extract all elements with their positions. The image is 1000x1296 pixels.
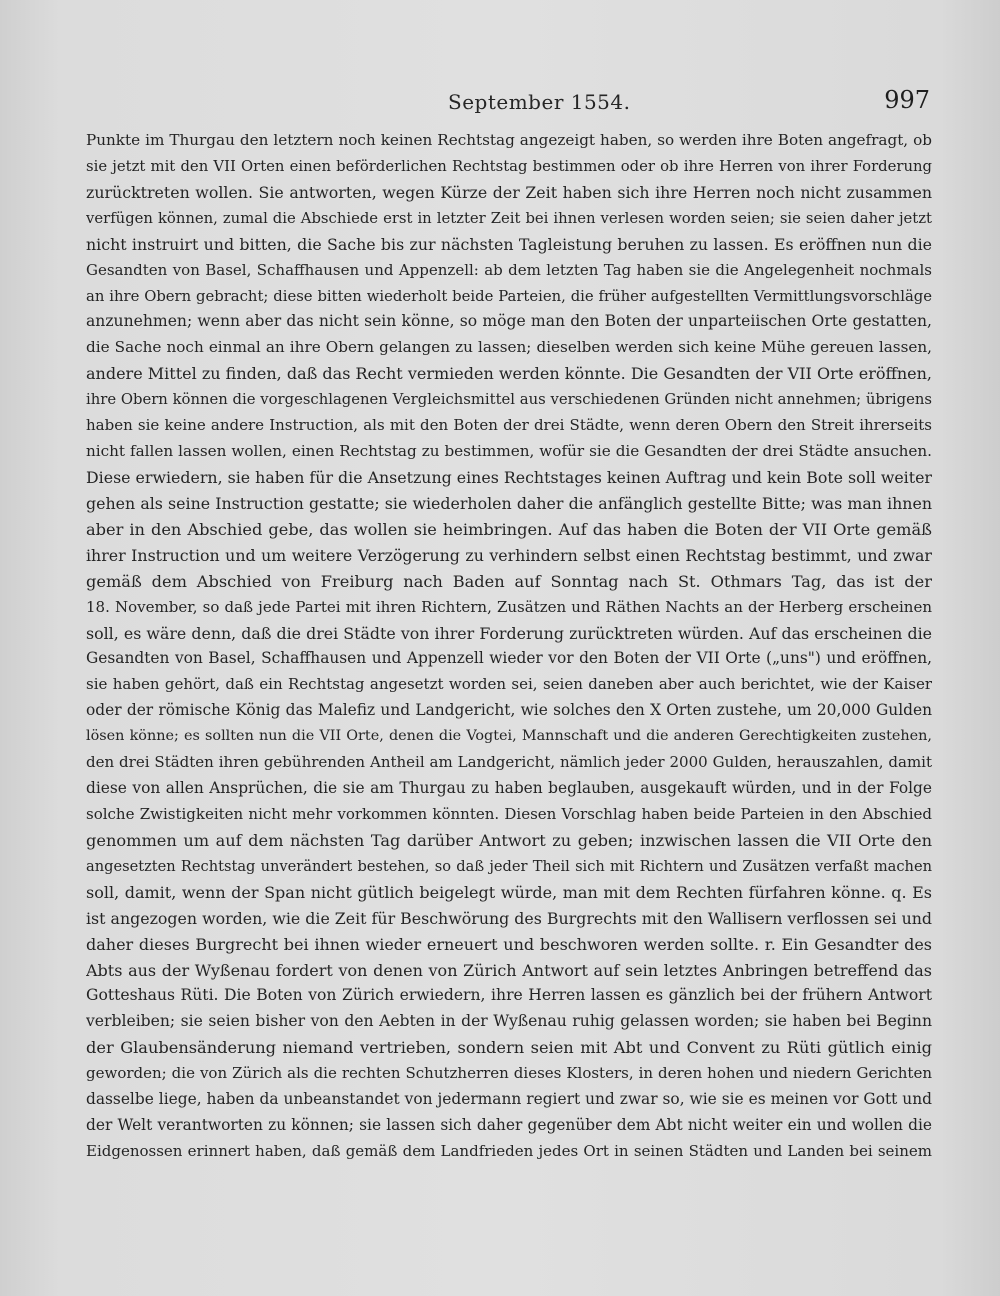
text-line: solche Zwistigkeiten nicht mehr vorkommen könnten. Diesen Vorschlag haben beide Parteien in den Abschied — [86, 804, 932, 823]
text-line: geworden; die von Zürich als die rechten Schutzherren dieses Klosters, in deren hohen und niedern Gerichten — [86, 1064, 932, 1083]
text-line: an ihre Obern gebracht; diese bitten wiederholt beide Parteien, die früher aufgestellten Vermittlungsvorschläge — [86, 287, 932, 305]
text-line: gemäß dem Abschied von Freiburg nach Baden auf Sonntag nach St. Othmars Tag, das ist der — [86, 571, 932, 591]
text-line: nicht instruirt und bitten, die Sache bis zur nächsten Tagleistung beruhen zu lassen. Es eröffnen nun die — [86, 234, 932, 254]
text-line: zurücktreten wollen. Sie antworten, wegen Kürze der Zeit haben sich ihre Herren noch nicht zusammen — [86, 182, 932, 202]
text-line: der Glaubensänderung niemand vertrieben, sondern seien mit Abt und Convent zu Rüti gütlich einig — [86, 1038, 932, 1058]
text-line: Gesandten von Basel, Schaffhausen und Appenzell wieder vor den Boten der VII Orte („uns") und eröffnen, — [86, 649, 932, 668]
text-line: Gesandten von Basel, Schaffhausen und Appenzell: ab dem letzten Tag haben sie die Angelegenheit nochmals — [86, 260, 932, 279]
text-line: den drei Städten ihren gebührenden Antheil am Landgericht, nämlich jeder 2000 Gulden, herauszahlen, damit — [86, 753, 932, 772]
text-line: die Sache noch einmal an ihre Obern gelangen zu lassen; dieselben werden sich keine Mühe gereuen lassen, — [86, 338, 932, 357]
text-line: Eidgenossen erinnert haben, daß gemäß dem Landfrieden jedes Ort in seinen Städten und Landen bei seinem — [86, 1141, 932, 1160]
text-line: diese von allen Ansprüchen, die sie am Thurgau zu haben beglauben, ausgekauft würden, und in der Folge — [86, 779, 932, 798]
text-line: ihre Obern können die vorgeschlagenen Vergleichsmittel aus verschiedenen Gründen nicht annehmen; übrigens — [86, 391, 932, 409]
text-line: daher dieses Burgrecht bei ihnen wieder erneuert und beschworen werden sollte. r. Ein Gesandter des — [86, 934, 932, 954]
text-line: aber in den Abschied gebe, das wollen sie heimbringen. Auf das haben die Boten der VII Orte gemäß — [86, 519, 932, 539]
text-line: ist angezogen worden, wie die Zeit für Beschwörung des Burgrechts mit den Wallisern verflossen sei und — [86, 908, 932, 928]
text-line: oder der römische König das Malefiz und Landgericht, wie solches den X Orten zustehe, um 20,000 Gulden — [86, 701, 932, 720]
text-line: sie jetzt mit den VII Orten einen beförderlichen Rechtstag bestimmen oder ob ihre Herren von ihrer Forderung — [86, 157, 932, 175]
text-line: andere Mittel zu finden, daß das Recht vermieden werden könnte. Die Gesandten der VII Orte eröffnen, — [86, 364, 932, 384]
text-line: ihrer Instruction und um weitere Verzögerung zu verhindern selbst einen Rechtstag bestimmt, und zwar — [86, 545, 932, 565]
text-line: anzunehmen; wenn aber das nicht sein könne, so möge man den Boten der unparteiischen Orte gestatten, — [86, 312, 932, 331]
text-line: soll, es wäre denn, daß die drei Städte von ihrer Forderung zurücktreten würden. Auf das erscheinen die — [86, 623, 932, 643]
text-line: dasselbe liege, haben da unbeanstandet von jedermann regiert und zwar so, wie sie es meinen vor Gott und — [86, 1090, 932, 1109]
running-title: September 1554. — [448, 90, 631, 114]
page-number: 997 — [884, 86, 930, 114]
body-text — [86, 128, 932, 1165]
text-line: der Welt verantworten zu können; sie lassen sich daher gegenüber dem Abt nicht weiter ein und wollen die — [86, 1116, 932, 1135]
text-line: Gotteshaus Rüti. Die Boten von Zürich erwiedern, ihre Herren lassen es gänzlich bei der frühern Antwort — [86, 986, 932, 1005]
text-line: haben sie keine andere Instruction, als mit den Boten der drei Städte, wenn deren Obern den Streit ihrerseits — [86, 416, 932, 435]
text-line: genommen um auf dem nächsten Tag darüber Antwort zu geben; inzwischen lassen die VII Orte den — [86, 830, 932, 850]
text-line: nicht fallen lassen wollen, einen Rechtstag zu bestimmen, wofür sie die Gesandten der drei Städte ansuchen. — [86, 442, 932, 461]
text-line: gehen als seine Instruction gestatte; sie wiederholen daher die anfänglich gestellte Bitte; was man ihnen — [86, 493, 932, 513]
text-line: Abts aus der Wyßenau fordert von denen von Zürich Antwort auf sein letztes Anbringen betreffend das — [86, 960, 932, 980]
text-line: Diese erwiedern, sie haben für die Ansetzung eines Rechtstages keinen Auftrag und kein Bote soll weiter — [86, 467, 932, 487]
text-line: verfügen können, zumal die Abschiede erst in letzter Zeit bei ihnen verlesen worden seien; sie seien daher jetzt — [86, 209, 932, 227]
text-line: soll, damit, wenn der Span nicht gütlich beigelegt würde, man mit dem Rechten fürfahren könne. q. Es — [86, 882, 932, 902]
text-line: angesetzten Rechtstag unverändert bestehen, so daß jeder Theil sich mit Richtern und Zusätzen verfaßt machen — [86, 857, 932, 875]
text-line: verbleiben; sie seien bisher von den Aebten in der Wyßenau ruhig gelassen worden; sie haben bei Beginn — [86, 1012, 932, 1031]
page-header — [0, 86, 1000, 120]
text-line: sie haben gehört, daß ein Rechtstag angesetzt worden sei, seien daneben aber auch berichtet, wie der Kaiser — [86, 675, 932, 694]
text-line: Punkte im Thurgau den letztern noch keinen Rechtstag angezeigt haben, so werden ihre Boten angefragt, ob — [86, 131, 932, 149]
text-line: lösen könne; es sollten nun die VII Orte, denen die Vogtei, Mannschaft und die anderen Gerechtigkeiten zustehen, — [86, 728, 932, 745]
text-line: 18. November, so daß jede Partei mit ihren Richtern, Zusätzen und Räthen Nachts an der Herberg erscheinen — [86, 597, 932, 616]
